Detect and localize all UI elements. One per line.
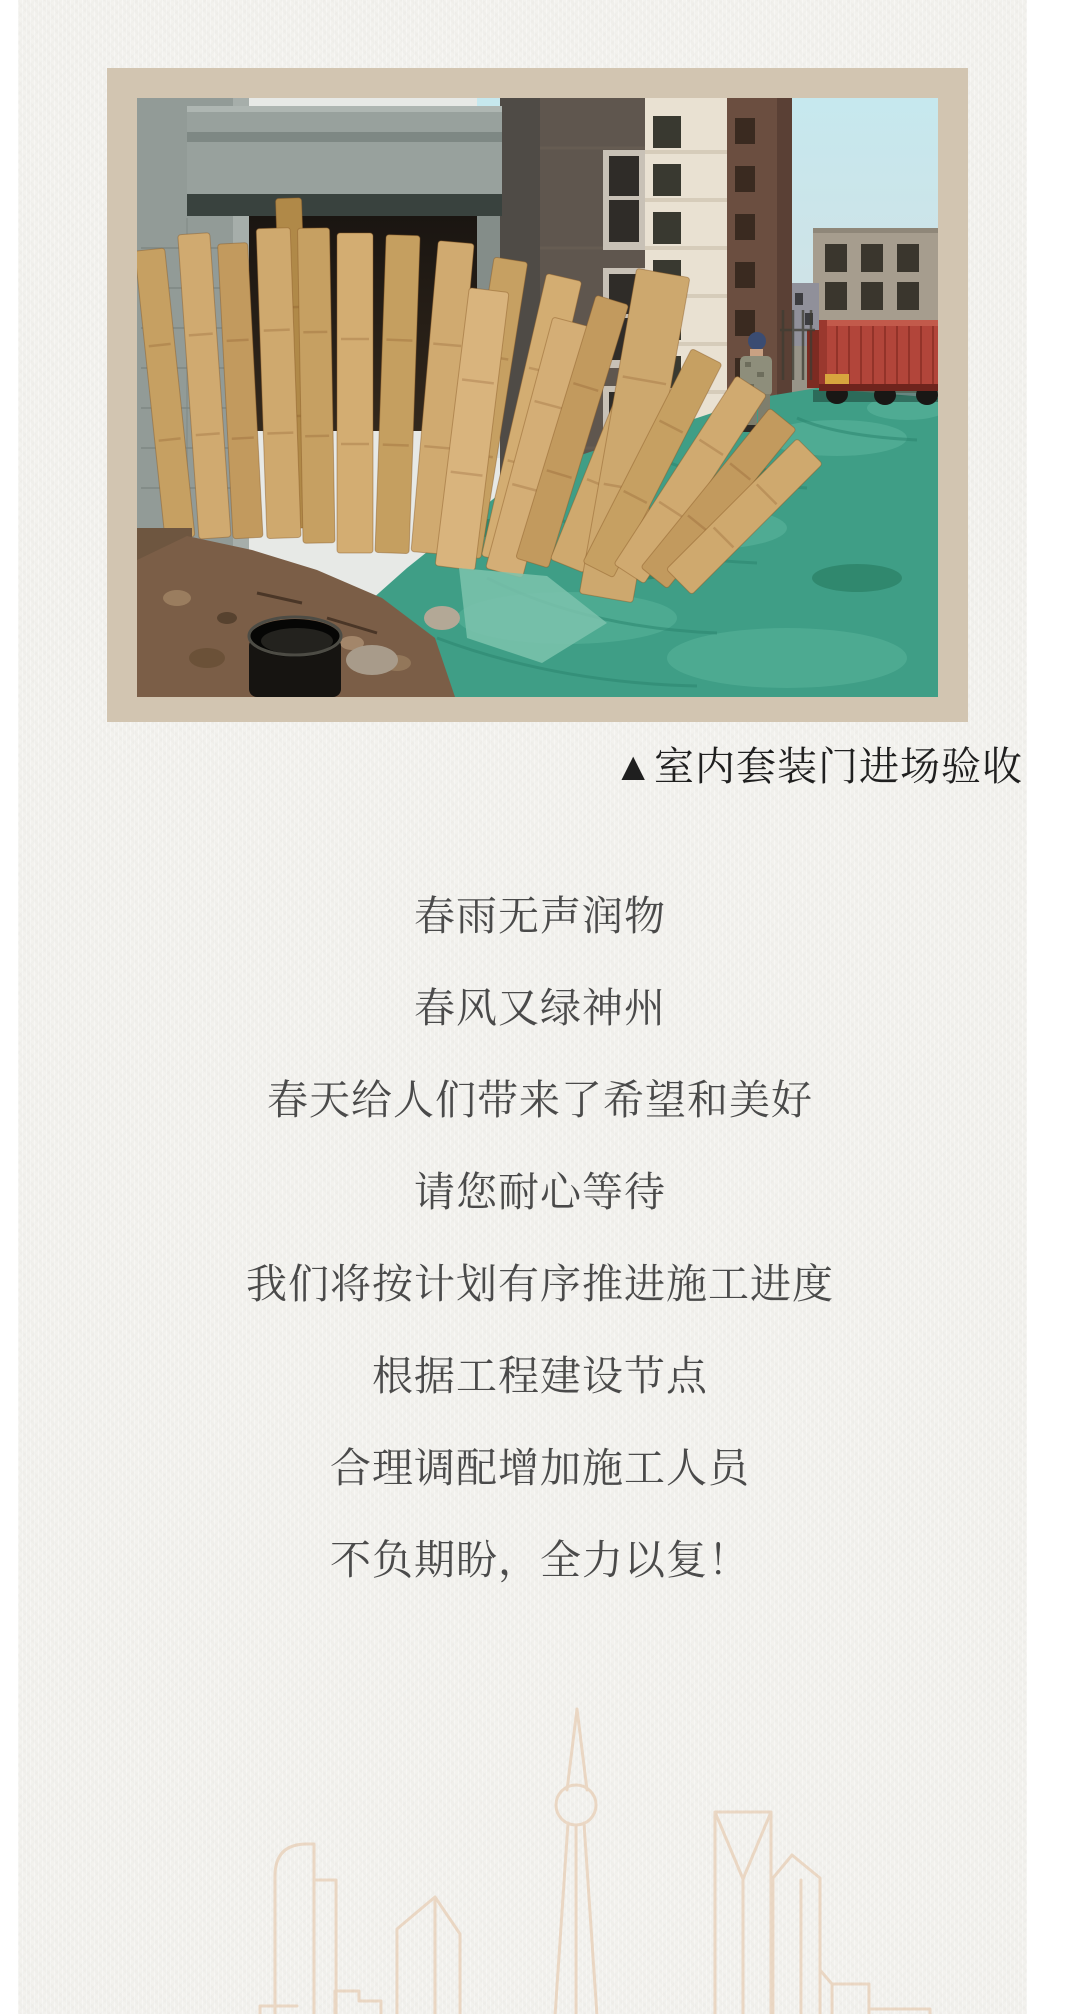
poem-line: 我们将按计划有序推进施工进度	[246, 1261, 834, 1307]
skyline-rect-tower	[314, 1880, 336, 2014]
poem-line: 春雨无声润物	[414, 893, 666, 939]
poem-line: 不负期盼，全力以复！	[330, 1537, 750, 1583]
skyline-rounded-tower	[275, 1844, 314, 2014]
skyline-pearl-legs	[555, 1823, 597, 2014]
skyline-pearl-antenna	[567, 1709, 587, 1790]
skyline-wfc-tower	[715, 1812, 771, 2014]
skyline-strokes	[260, 1709, 930, 2014]
skyline-right-boxes	[820, 1970, 930, 2014]
poem-line: 根据工程建设节点	[372, 1353, 708, 1399]
photo-caption: ▲室内套装门进场验收	[613, 744, 1023, 789]
poem-line: 春天给人们带来了希望和美好	[267, 1077, 813, 1123]
photo-card	[107, 68, 968, 722]
skyline-slant-tower	[397, 1897, 460, 2014]
poem-line: 请您耐心等待	[414, 1169, 666, 1215]
skyline-pearl-sphere	[556, 1785, 596, 1825]
body-text	[0, 870, 1080, 1606]
city-skyline-graphic	[18, 1694, 1027, 2014]
skyline-obelisk-tower	[773, 1855, 820, 2014]
poem-line: 春风又绿神州	[414, 985, 666, 1031]
red-truck	[807, 320, 938, 405]
construction-site-photo[interactable]	[137, 98, 938, 697]
skyline-low-box-left	[260, 2006, 297, 2014]
poem-line: 合理调配增加施工人员	[330, 1445, 750, 1491]
skyline-step-podium	[335, 1991, 381, 2014]
